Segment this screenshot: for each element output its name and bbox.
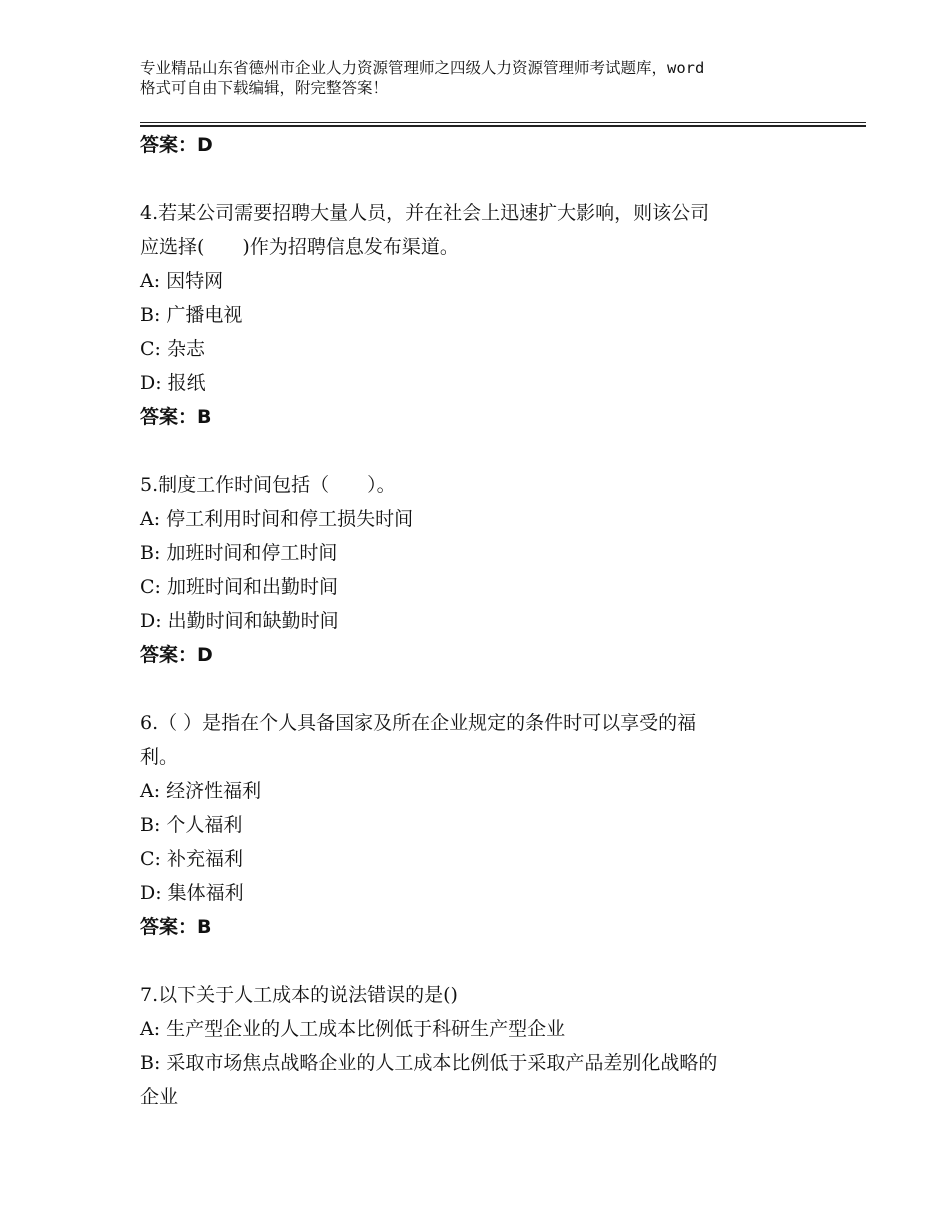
answer-line: 答案：B (140, 916, 212, 938)
question-6 (140, 706, 820, 944)
question-text: 应选择( )作为招聘信息发布渠道。 (140, 236, 459, 258)
header-line-2: 格式可自由下载编辑，附完整答案！ (140, 79, 389, 97)
header-rule-thick (140, 125, 866, 127)
question-4 (140, 196, 820, 434)
option-c: C: 杂志 (140, 338, 205, 360)
header-rule-thin (140, 122, 866, 123)
question-5 (140, 468, 820, 672)
option-b: B: 个人福利 (140, 814, 243, 836)
header-line-1: 专业精品山东省德州市企业人力资源管理师之四级人力资源管理师考试题库，word (140, 59, 705, 77)
question-text: 利。 (140, 746, 179, 768)
answer-line: 答案：D (140, 134, 213, 156)
option-b: B: 广播电视 (140, 304, 243, 326)
question-text: 6.（ ）是指在个人具备国家及所在企业规定的条件时可以享受的福 (140, 712, 697, 734)
option-b-continued: 企业 (140, 1086, 179, 1108)
option-b: B: 采取市场焦点战略企业的人工成本比例低于采取产品差别化战略的 (140, 1052, 718, 1074)
document-header (140, 58, 830, 98)
option-d: D: 出勤时间和缺勤时间 (140, 610, 339, 632)
option-d: D: 报纸 (140, 372, 206, 394)
document-body (140, 128, 820, 1114)
option-d: D: 集体福利 (140, 882, 244, 904)
option-a: A: 停工利用时间和停工损失时间 (140, 508, 414, 530)
question-7 (140, 978, 820, 1114)
question-text: 4.若某公司需要招聘大量人员，并在社会上迅速扩大影响，则该公司 (140, 202, 710, 224)
answer-line: 答案：D (140, 644, 213, 666)
option-a: A: 因特网 (140, 270, 224, 292)
question-text: 5.制度工作时间包括（ ）。 (140, 474, 396, 496)
answer-line: 答案：B (140, 406, 212, 428)
option-c: C: 加班时间和出勤时间 (140, 576, 338, 598)
question-text: 7.以下关于人工成本的说法错误的是() (140, 984, 458, 1006)
option-a: A: 生产型企业的人工成本比例低于科研生产型企业 (140, 1018, 566, 1040)
option-c: C: 补充福利 (140, 848, 243, 870)
option-a: A: 经济性福利 (140, 780, 262, 802)
option-b: B: 加班时间和停工时间 (140, 542, 338, 564)
